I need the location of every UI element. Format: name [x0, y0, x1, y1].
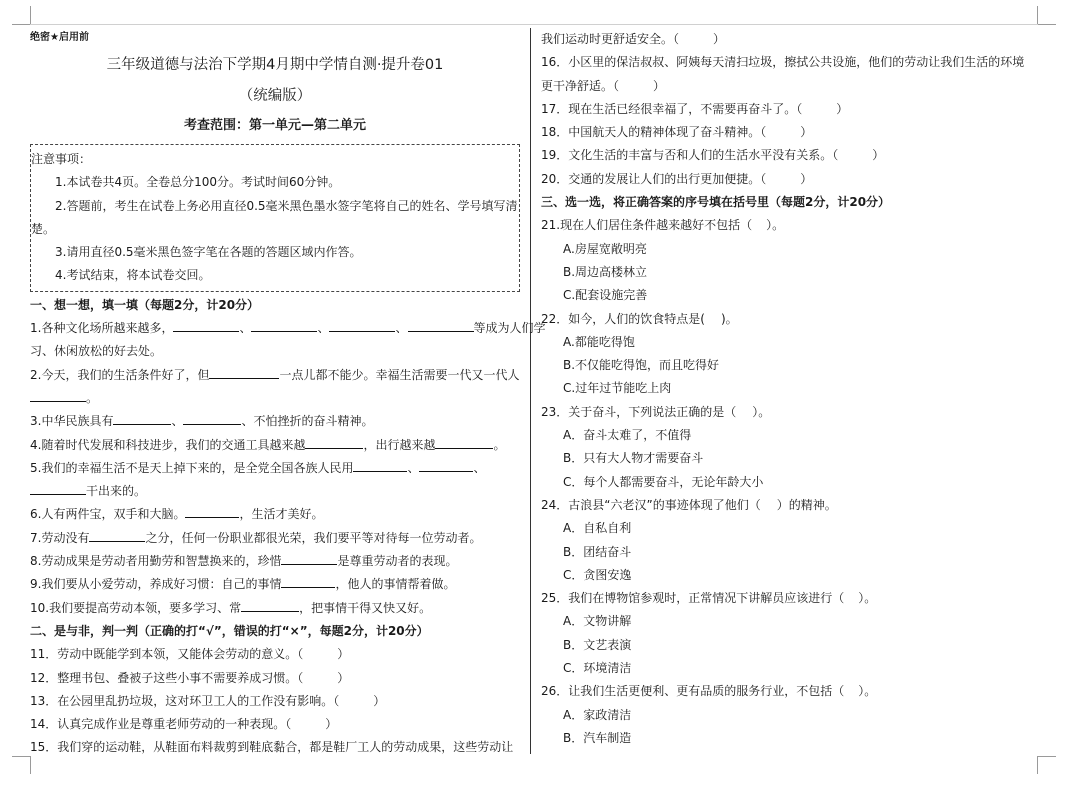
option-b: B．只有大人物才需要奋斗 [563, 451, 704, 466]
option-a: A.房屋宽敞明亮 [563, 241, 647, 256]
question-stem: 24．古浪县“六老汉”的事迹体现了他们（ ）的精神。 [541, 497, 837, 512]
crop-mark [1038, 756, 1056, 757]
answer-blank[interactable] [30, 482, 86, 495]
answer-blank[interactable] [30, 389, 86, 402]
note-item: 4.考试结束，将本试卷交回。 [55, 268, 211, 283]
question-stem: 22．如今，人们的饮食特点是( )。 [541, 311, 738, 326]
option-b: B.不仅能吃得饱，而且吃得好 [563, 358, 720, 373]
option-c: C．环境清洁 [563, 661, 632, 676]
answer-blank[interactable] [209, 366, 279, 379]
question-15-cont: 我们运动时更舒适安全。（ ） [541, 32, 726, 46]
option-b: B.周边高楼林立 [563, 264, 648, 279]
question-19: 19．文化生活的丰富与否和人们的生活水平没有关系。（ ） [541, 148, 885, 163]
answer-blank[interactable] [281, 552, 337, 565]
question-21 [541, 214, 1031, 307]
answer-blank[interactable] [435, 436, 493, 449]
question-14: 14．认真完成作业是尊重老师劳动的一种表现。（ ） [30, 717, 338, 732]
question-10: 10.我们要提高劳动本领，要多学习、常 ，把事情干得又快又好。 [30, 600, 432, 615]
crop-mark [1038, 24, 1056, 25]
page-title: 三年级道德与法治下学期4月期中学情自测·提升卷01 [106, 57, 444, 73]
question-24 [541, 494, 1031, 587]
option-c: C．贪图安逸 [563, 567, 632, 582]
question-2: 2.今天，我们的生活条件好了，但 一点儿都不能少。幸福生活需要一代又一代人 [30, 367, 520, 382]
secret-label: 绝密★启用前 [30, 32, 89, 43]
option-a: A.都能吃得饱 [563, 334, 635, 349]
crop-mark [12, 756, 30, 757]
crop-mark [1037, 6, 1038, 24]
question-2-cont: 。 [30, 387, 520, 410]
question-16-cont: 更干净舒适。（ ） [541, 78, 666, 93]
notes-heading: 注意事项： [31, 152, 92, 166]
question-3: 3.中华民族具有 、 、不怕挫折的奋斗精神。 [30, 414, 374, 429]
question-26 [541, 680, 1031, 750]
note-item: 楚。 [31, 221, 56, 236]
option-c: C．每个人都需要奋斗，无论年龄大小 [563, 474, 764, 489]
answer-blank[interactable] [185, 505, 239, 518]
answer-blank[interactable] [329, 319, 395, 332]
column-divider [530, 28, 531, 754]
section-heading: 一、想一想，填一填（每题2分，计20分） [30, 297, 260, 312]
note-item: 2.答题前，考生在试卷上务必用直径0.5毫米黑色墨水签字笔将自己的姓名、学号填写清 [55, 198, 518, 213]
question-9: 9.我们要从小爱劳动，养成好习惯：自己的事情 ，他人的事情帮着做。 [30, 577, 456, 592]
left-column [30, 28, 546, 760]
crop-mark [30, 6, 31, 24]
question-22 [541, 308, 1031, 401]
question-25 [541, 587, 1031, 680]
answer-blank[interactable] [89, 529, 145, 542]
section-heading: 二、是与非，判一判（正确的打“√”，错误的打“×”，每题2分，计20分） [30, 623, 429, 638]
page-subtitle: （统编版） [238, 88, 312, 104]
option-c: C.配套设施完善 [563, 288, 648, 303]
question-5: 5.我们的幸福生活不是天上掉下来的，是全党全国各族人民用 、 、 [30, 460, 486, 475]
option-c: C.过年过节能吃上肉 [563, 381, 672, 396]
question-6: 6.人有两件宝，双手和大脑。 ，生活才美好。 [30, 507, 324, 522]
question-15: 15．我们穿的运动鞋，从鞋面布料裁剪到鞋底黏合，都是鞋厂工人的劳动成果，这些劳动让 [30, 740, 514, 755]
question-20: 20．交通的发展让人们的出行更加便捷。（ ） [541, 171, 813, 186]
note-item: 1.本试卷共4页。全卷总分100分。考试时间60分钟。 [55, 175, 341, 190]
option-a: A．自私自利 [563, 521, 632, 536]
crop-mark [1037, 756, 1038, 774]
answer-blank[interactable] [173, 319, 239, 332]
section-heading: 三、选一选，将正确答案的序号填在括号里（每题2分，计20分） [541, 195, 891, 210]
option-b: B．团结奋斗 [563, 544, 632, 559]
question-stem: 21.现在人们居住条件越来越好不包括（ ）。 [541, 218, 785, 233]
answer-blank[interactable] [251, 319, 317, 332]
question-8: 8.劳动成果是劳动者用勤劳和智慧换来的，珍惜 是尊重劳动者的表现。 [30, 554, 458, 569]
note-item: 3.请用直径0.5毫米黑色签字笔在各题的答题区域内作答。 [55, 245, 362, 260]
question-16: 16．小区里的保洁叔叔、阿姨每天清扫垃圾，擦拭公共设施，他们的劳动让我们生活的环境 [541, 55, 1025, 70]
answer-blank[interactable] [419, 459, 473, 472]
answer-blank[interactable] [305, 436, 363, 449]
answer-blank[interactable] [241, 599, 299, 612]
question-5-cont: 干出来的。 [30, 480, 520, 503]
page-top-rule [30, 24, 1038, 25]
question-23 [541, 401, 1031, 494]
question-11: 11．劳动中既能学到本领，又能体会劳动的意义。（ ） [30, 647, 350, 662]
answer-blank[interactable] [183, 412, 241, 425]
option-a: A．文物讲解 [563, 614, 632, 629]
question-stem: 23．关于奋斗，下列说法正确的是（ ）。 [541, 404, 771, 419]
question-13: 13．在公园里乱扔垃圾，这对环卫工人的工作没有影响。（ ） [30, 693, 386, 708]
question-stem: 26．让我们生活更便利、更有品质的服务行业，不包括（ ）。 [541, 684, 877, 699]
notes-box [30, 144, 520, 292]
question-17: 17．现在生活已经很幸福了，不需要再奋斗了。（ ） [541, 101, 849, 116]
answer-blank[interactable] [281, 575, 335, 588]
question-1-cont: 习、休闲放松的好去处。 [30, 344, 163, 359]
question-4: 4.随着时代发展和科技进步，我们的交通工具越来越 ，出行越来越 。 [30, 437, 506, 452]
option-a: A．家政清洁 [563, 707, 632, 722]
question-12: 12．整理书包、叠被子这些小事不需要养成习惯。（ ） [30, 670, 350, 685]
question-stem: 25．我们在博物馆参观时，正常情况下讲解员应该进行（ ）。 [541, 591, 877, 606]
answer-blank[interactable] [353, 459, 407, 472]
option-b: B．汽车制造 [563, 730, 632, 745]
question-1: 1.各种文化场所越来越多， 、 、 、 等成为人们学 [30, 321, 546, 336]
option-a: A．奋斗太难了，不值得 [563, 428, 692, 443]
exam-scope: 考查范围：第一单元—第二单元 [183, 118, 366, 133]
answer-blank[interactable] [113, 412, 171, 425]
right-column [541, 28, 1031, 750]
crop-mark [12, 24, 30, 25]
answer-blank[interactable] [408, 319, 474, 332]
question-18: 18．中国航天人的精神体现了奋斗精神。（ ） [541, 125, 813, 140]
question-7: 7.劳动没有 之分，任何一份职业都很光荣，我们要平等对待每一位劳动者。 [30, 530, 482, 545]
option-b: B．文艺表演 [563, 637, 632, 652]
